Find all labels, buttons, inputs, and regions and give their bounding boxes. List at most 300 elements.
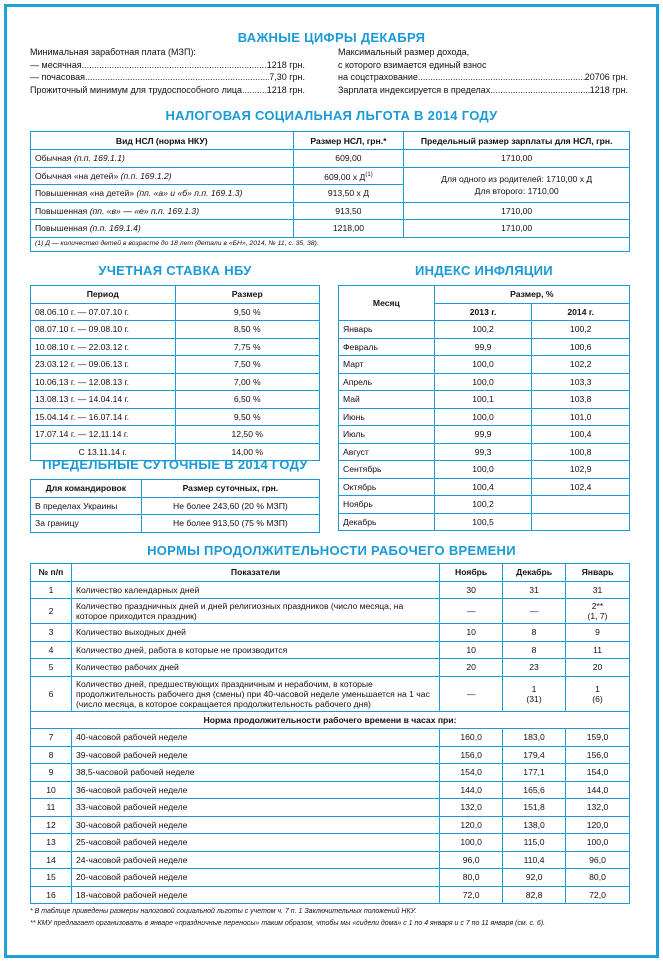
norms-value-line: (6) <box>592 693 603 704</box>
norms-value-line: 92,0 <box>525 872 543 883</box>
norms-indicator: 20-часовой рабочей неделе <box>71 869 439 887</box>
inflation-month: Апрель <box>339 373 435 391</box>
inflation-row <box>339 391 630 409</box>
norms-num: 14 <box>31 851 72 869</box>
norms-value-line: 144,0 <box>460 784 482 795</box>
norms-value-line: 159,0 <box>586 732 609 743</box>
norms-value-nov <box>440 676 503 711</box>
per-diem-destination: В пределах Украины <box>31 497 142 515</box>
nbu-row <box>31 391 320 409</box>
norms-value-line: 96,0 <box>589 854 606 865</box>
norms-indicator: 39-часовой рабочей неделе <box>71 746 439 764</box>
inflation-2014: 100,6 <box>532 338 630 356</box>
nsl-limit-children: Для одного из родителей: 1710,00 х Д Для второго: 1710,00 <box>404 167 630 202</box>
key-figure-label: Зарплата индексируется в пределах <box>338 84 491 95</box>
norms-value-line: 31 <box>529 584 539 595</box>
norms-table <box>30 563 630 904</box>
norms-value-line: 100,0 <box>460 837 482 848</box>
footnote-1: * В таблице приведены размеры налоговой социальной льготы с учетом ч. 7 п. 1 Заключительных положений НКУ. <box>30 908 417 915</box>
per-diem-table <box>30 479 320 533</box>
inflation-month: Февраль <box>339 338 435 356</box>
norms-value-line: 110,4 <box>523 854 545 865</box>
nsl-title: НАЛОГОВАЯ СОЦИАЛЬНАЯ ЛЬГОТА В 2014 ГОДУ <box>165 108 498 123</box>
inflation-2013: 100,0 <box>434 461 532 479</box>
nbu-row <box>31 356 320 374</box>
inflation-month: Декабрь <box>339 513 435 531</box>
nsl-size: 913,50 х Д <box>293 185 404 203</box>
norms-value-dec <box>503 851 566 869</box>
norms-row <box>31 781 630 799</box>
norms-value-dec <box>503 781 566 799</box>
norms-header-december: Декабрь <box>503 564 566 582</box>
nbu-header-period: Период <box>31 286 176 304</box>
per-diem-amount: Не более 243,60 (20 % МЗП) <box>141 497 319 515</box>
norms-value-nov <box>440 851 503 869</box>
norms-num: 5 <box>31 659 72 677</box>
inflation-2014: 101,0 <box>532 408 630 426</box>
norms-value-jan <box>566 816 630 834</box>
norms-value-line: 20 <box>592 662 603 673</box>
norms-header-november: Ноябрь <box>440 564 503 582</box>
key-figure-value: 20706 грн. <box>584 72 628 82</box>
inflation-2014: 102,4 <box>532 478 630 496</box>
nsl-kind: Обычная (п.п. 169.1.1) <box>31 150 294 168</box>
nbu-table <box>30 285 320 461</box>
inflation-month: Ноябрь <box>339 496 435 514</box>
nsl-size: 913,50 <box>293 202 404 220</box>
norms-value-line: 72,0 <box>462 889 480 900</box>
norms-value-line: 154,0 <box>586 767 609 778</box>
norms-value-line: 151,8 <box>523 802 545 813</box>
norms-value-line: 156,0 <box>460 749 482 760</box>
nsl-table <box>30 131 630 252</box>
leader-dots <box>418 71 585 84</box>
norms-value-dec <box>503 659 566 677</box>
norms-value-line: 9 <box>595 627 600 638</box>
per-diem-header-trip: Для командировок <box>31 480 142 498</box>
norms-subheader-row <box>31 711 630 729</box>
inflation-2013: 99,9 <box>434 338 532 356</box>
norms-indicator: 40-часовой рабочей неделе <box>71 729 439 747</box>
norms-value-line: 2** <box>591 601 604 611</box>
nbu-header-rate: Размер <box>175 286 320 304</box>
key-figures-title: ВАЖНЫЕ ЦИФРЫ ДЕКАБРЯ <box>237 30 426 45</box>
nsl-limit: 1710,00 <box>404 150 630 168</box>
norms-value-jan <box>566 886 630 904</box>
nbu-rate: 12,50 % <box>175 426 320 444</box>
norms-num: 10 <box>31 781 72 799</box>
norms-num: 15 <box>31 869 72 887</box>
norms-num: 13 <box>31 834 72 852</box>
norms-value-line: 115,0 <box>523 837 545 848</box>
norms-row <box>31 851 630 869</box>
norms-value-dec <box>503 764 566 782</box>
nsl-size: 1218,00 <box>293 220 404 238</box>
norms-value-dec <box>503 816 566 834</box>
inflation-2014: 100,8 <box>532 443 630 461</box>
inflation-2014: 103,8 <box>532 391 630 409</box>
norms-value-nov <box>440 729 503 747</box>
inflation-month: Сентябрь <box>339 461 435 479</box>
key-figure-row <box>338 59 628 72</box>
inflation-row <box>339 408 630 426</box>
norms-value-line: (31) <box>526 693 542 704</box>
norms-value-line: 154,0 <box>460 767 482 778</box>
norms-value-jan <box>566 676 630 711</box>
key-figure-label: на соцстрахование <box>338 72 418 82</box>
norms-indicator: 38,5-часовой рабочей неделе <box>71 764 439 782</box>
norms-indicator: 33-часовой рабочей неделе <box>71 799 439 817</box>
norms-value-line: 156,0 <box>586 749 609 760</box>
inflation-2014: 100,2 <box>532 321 630 339</box>
nbu-row <box>31 321 320 339</box>
norms-num: 12 <box>31 816 72 834</box>
norms-value-line: 165,6 <box>523 784 545 795</box>
inflation-2013: 99,9 <box>434 426 532 444</box>
inflation-2014: 102,9 <box>532 461 630 479</box>
key-figure-row <box>30 46 305 59</box>
norms-row <box>31 764 630 782</box>
per-diem-amount: Не более 913,50 (75 % МЗП) <box>141 515 319 533</box>
per-diem-row <box>31 515 320 533</box>
norms-indicator: 24-часовой рабочей неделе <box>71 851 439 869</box>
inflation-row <box>339 338 630 356</box>
key-figure-label: с которого взимается единый взнос <box>338 59 487 70</box>
nbu-row <box>31 338 320 356</box>
inflation-month: Июнь <box>339 408 435 426</box>
norms-value-nov <box>440 799 503 817</box>
nbu-period: С 13.11.14 г. <box>31 443 176 461</box>
norms-subheader: Норма продолжительности рабочего времени в часах при: <box>31 711 630 729</box>
nsl-header-limit: Предельный размер зарплаты для НСЛ, грн. <box>404 132 630 150</box>
nsl-kind: Обычная «на детей» (п.п. 169.1.2) <box>31 167 294 185</box>
inflation-2013: 99,3 <box>434 443 532 461</box>
nbu-rate: 6,50 % <box>175 391 320 409</box>
norms-row <box>31 641 630 659</box>
nbu-row <box>31 426 320 444</box>
norms-value-line: 132,0 <box>586 802 609 813</box>
norms-value-line: 177,1 <box>523 767 545 778</box>
norms-num: 16 <box>31 886 72 904</box>
inflation-row <box>339 356 630 374</box>
norms-value-line: 96,0 <box>462 854 480 865</box>
inflation-row <box>339 496 630 514</box>
inflation-table <box>338 285 630 531</box>
norms-value-nov <box>440 869 503 887</box>
key-figure-label: Прожиточный минимум для трудоспособного лица <box>30 84 243 95</box>
norms-value-nov <box>440 886 503 904</box>
key-figure-row <box>30 59 305 72</box>
inflation-month: Октябрь <box>339 478 435 496</box>
inflation-header-month: Месяц <box>339 286 435 321</box>
norms-row <box>31 659 630 677</box>
inflation-row <box>339 426 630 444</box>
norms-value-line: 10 <box>466 644 476 655</box>
norms-row <box>31 799 630 817</box>
norms-value-dec <box>503 799 566 817</box>
norms-value-nov <box>440 816 503 834</box>
nsl-limit: 1710,00 <box>404 220 630 238</box>
inflation-row <box>339 443 630 461</box>
inflation-2013: 100,0 <box>434 373 532 391</box>
norms-value-line: 80,0 <box>462 872 480 883</box>
norms-num: 3 <box>31 624 72 642</box>
nsl-header-size: Размер НСЛ, грн.* <box>293 132 404 150</box>
norms-num: 2 <box>31 599 72 624</box>
norms-value-line: 8 <box>531 627 537 638</box>
norms-indicator: Количество рабочих дней <box>71 659 439 677</box>
nbu-period: 10.06.13 г. — 12.08.13 г. <box>31 373 176 391</box>
norms-row <box>31 624 630 642</box>
norms-value-line: 138,0 <box>523 819 545 830</box>
norms-value-nov <box>440 764 503 782</box>
key-figure-row <box>30 71 305 84</box>
inflation-2014 <box>532 496 630 514</box>
nsl-header-kind: Вид НСЛ (норма НКУ) <box>31 132 294 150</box>
norms-row <box>31 676 630 711</box>
nbu-rate: 9,50 % <box>175 303 320 321</box>
norms-header-indicator: Показатели <box>71 564 439 582</box>
per-diem-title: ПРЕДЕЛЬНЫЕ СУТОЧНЫЕ В 2014 ГОДУ <box>42 457 308 472</box>
norms-num: 9 <box>31 764 72 782</box>
leader-dots <box>85 71 269 84</box>
norms-value-dec <box>503 599 566 624</box>
norms-header-january: Январь <box>566 564 630 582</box>
norms-value-jan <box>566 799 630 817</box>
nbu-rate: 8,50 % <box>175 321 320 339</box>
norms-value-nov <box>440 581 503 599</box>
norms-value-line: 72,0 <box>589 889 606 900</box>
key-figure-row <box>338 71 628 84</box>
key-figure-row <box>338 84 628 97</box>
nbu-rate: 7,00 % <box>175 373 320 391</box>
norms-row <box>31 834 630 852</box>
inflation-2013: 100,2 <box>434 496 532 514</box>
inflation-row <box>339 461 630 479</box>
nbu-rate: 9,50 % <box>175 408 320 426</box>
norms-num: 6 <box>31 676 72 711</box>
norms-value-dec <box>503 641 566 659</box>
nbu-period: 08.06.10 г. — 07.07.10 г. <box>31 303 176 321</box>
key-figure-label: — почасовая <box>30 72 86 82</box>
norms-value-jan <box>566 581 630 599</box>
norms-value-nov <box>440 834 503 852</box>
norms-row <box>31 816 630 834</box>
norms-row <box>31 746 630 764</box>
norms-value-nov <box>440 599 503 624</box>
norms-indicator: 18-часовой рабочей неделе <box>71 886 439 904</box>
nsl-kind: Повышенная (п.п. 169.1.4) <box>31 220 294 238</box>
norms-value-jan <box>566 834 630 852</box>
inflation-2014: 103,3 <box>532 373 630 391</box>
key-figure-value: 1218 грн. <box>589 84 628 95</box>
inflation-2014 <box>532 513 630 531</box>
key-figure-value: 1218 грн. <box>266 59 305 70</box>
norms-num: 7 <box>31 729 72 747</box>
norms-value-nov <box>440 624 503 642</box>
inflation-month: Июль <box>339 426 435 444</box>
nsl-size: 609,00 х $Д^{(1)}$ <box>293 167 404 185</box>
leader-dots <box>242 84 267 97</box>
norms-indicator: Количество дней, предшествующих праздничным и нерабочим, в которые продолжительность рабочего дня (смены) при 40-часовой неделе уменьшается на 1 час (число месяца, в которое сокращается продолжительность рабочего дня) <box>71 676 439 711</box>
inflation-month: Январь <box>339 321 435 339</box>
norms-indicator: Количество выходных дней <box>71 624 439 642</box>
nbu-rate: 7,50 % <box>175 356 320 374</box>
inflation-2014: 102,2 <box>532 356 630 374</box>
norms-value-jan <box>566 729 630 747</box>
norms-value-line: 120,0 <box>586 819 609 830</box>
inflation-2013: 100,0 <box>434 408 532 426</box>
norms-value-dec <box>503 869 566 887</box>
key-figures-left <box>30 46 305 96</box>
norms-value-dec <box>503 834 566 852</box>
inflation-2013: 100,5 <box>434 513 532 531</box>
norms-value-dec <box>503 729 566 747</box>
norms-indicator: Количество праздничных дней и дней религиозных праздников (число месяца, на которое приходится праздник) <box>71 599 439 624</box>
inflation-2013: 100,1 <box>434 391 532 409</box>
inflation-month: Март <box>339 356 435 374</box>
norms-row <box>31 729 630 747</box>
norms-indicator: 36-часовой рабочей неделе <box>71 781 439 799</box>
inflation-2013: 100,0 <box>434 356 532 374</box>
norms-value-line: 160,0 <box>460 732 482 743</box>
norms-value-line: 1 <box>531 683 537 694</box>
norms-value-line: — <box>466 688 476 699</box>
norms-value-nov <box>440 746 503 764</box>
key-figure-label: — месячная <box>30 59 82 70</box>
norms-value-nov <box>440 659 503 677</box>
inflation-2013: 100,2 <box>434 321 532 339</box>
key-figure-row <box>338 46 628 59</box>
norms-row <box>31 886 630 904</box>
norms-indicator: Количество дней, работа в которые не производится <box>71 641 439 659</box>
norms-title: НОРМЫ ПРОДОЛЖИТЕЛЬНОСТИ РАБОЧЕГО ВРЕМЕНИ <box>147 543 516 558</box>
norms-value-line: 31 <box>592 584 603 595</box>
norms-value-dec <box>503 676 566 711</box>
inflation-month: Август <box>339 443 435 461</box>
norms-indicator: 25-часовой рабочей неделе <box>71 834 439 852</box>
nbu-row <box>31 303 320 321</box>
nbu-row <box>31 408 320 426</box>
norms-value-jan <box>566 659 630 677</box>
inflation-2013: 100,4 <box>434 478 532 496</box>
norms-value-jan <box>566 599 630 624</box>
norms-value-line: 183,0 <box>523 732 545 743</box>
nbu-title: УЧЕТНАЯ СТАВКА НБУ <box>98 263 252 278</box>
norms-header-num: № п/п <box>31 564 72 582</box>
inflation-title: ИНДЕКС ИНФЛЯЦИИ <box>415 263 553 278</box>
norms-value-jan <box>566 746 630 764</box>
inflation-header-2013: 2013 г. <box>434 303 532 321</box>
norms-value-line: 179,4 <box>523 749 545 760</box>
inflation-row <box>339 478 630 496</box>
key-figure-label: Максимальный размер дохода, <box>338 47 470 57</box>
norms-value-line: 23 <box>529 662 539 673</box>
inflation-2014: 100,4 <box>532 426 630 444</box>
norms-value-jan <box>566 764 630 782</box>
norms-indicator: 30-часовой рабочей неделе <box>71 816 439 834</box>
norms-value-nov <box>440 781 503 799</box>
nbu-row <box>31 373 320 391</box>
norms-value-line: 144,0 <box>586 784 609 795</box>
key-figures-right <box>338 46 628 96</box>
norms-value-jan <box>566 851 630 869</box>
norms-value-line: 82,8 <box>525 889 543 900</box>
norms-indicator: Количество календарных дней <box>71 581 439 599</box>
nbu-period: 10.08.10 г. — 22.03.12 г. <box>31 338 176 356</box>
norms-value-line: 132,0 <box>460 802 482 813</box>
nsl-kind: Повышенная (пп. «в» — «е» п.п. 169.1.3) <box>31 202 294 220</box>
key-figure-label: Минимальная заработная плата (МЗП): <box>30 47 196 57</box>
per-diem-header-size: Размер суточных, грн. <box>141 480 319 498</box>
norms-row <box>31 599 630 624</box>
norms-value-line: — <box>466 606 476 616</box>
norms-value-line: 100,0 <box>586 837 609 848</box>
norms-value-jan <box>566 869 630 887</box>
norms-row <box>31 869 630 887</box>
key-figure-value: 7,30 грн. <box>269 72 305 82</box>
norms-num: 8 <box>31 746 72 764</box>
per-diem-row <box>31 497 320 515</box>
inflation-row <box>339 373 630 391</box>
norms-value-dec <box>503 581 566 599</box>
nsl-kind: Повышенная «на детей» (пп. «а» и «б» п.п. 169.1.3) <box>31 185 294 203</box>
nsl-footnote: (1) Д — количество детей в возрасте до 18 лет (детали в «БН», 2014, № 11, с. 35, 38). <box>31 237 630 251</box>
norms-value-line: 20 <box>466 662 476 673</box>
norms-num: 1 <box>31 581 72 599</box>
inflation-header-size: Размер, % <box>434 286 629 304</box>
norms-row <box>31 581 630 599</box>
norms-value-line: (1, 7) <box>587 611 608 621</box>
norms-value-line: 1 <box>595 683 600 694</box>
norms-num: 11 <box>31 799 72 817</box>
key-figure-row <box>30 84 305 97</box>
norms-value-jan <box>566 641 630 659</box>
leader-dots <box>490 84 589 97</box>
norms-value-line: 8 <box>531 644 537 655</box>
nsl-limit: 1710,00 <box>404 202 630 220</box>
norms-value-line: 10 <box>466 627 476 638</box>
norms-value-dec <box>503 624 566 642</box>
norms-value-jan <box>566 624 630 642</box>
norms-value-jan <box>566 781 630 799</box>
norms-value-line: 11 <box>593 644 602 655</box>
nbu-rate: 7,75 % <box>175 338 320 356</box>
inflation-row <box>339 321 630 339</box>
inflation-row <box>339 513 630 531</box>
nbu-period: 15.04.14 г. — 16.07.14 г. <box>31 408 176 426</box>
norms-value-dec <box>503 746 566 764</box>
norms-value-line: 120,0 <box>460 819 482 830</box>
nbu-period: 23.03.12 г. — 09.06.13 г. <box>31 356 176 374</box>
nsl-size: 609,00 <box>293 150 404 168</box>
per-diem-destination: За границу <box>31 515 142 533</box>
norms-value-line: 80,0 <box>589 872 606 883</box>
footnote-2: ** КМУ предлагает организовать в январе «праздничные переносы» таким образом, чтобы мы «сидели дома» с 1 по 4 января и с 7 по 11 января (см. с. 6). <box>30 920 546 927</box>
nbu-period: 08.07.10 г. — 09.08.10 г. <box>31 321 176 339</box>
key-figure-value: 1218 грн. <box>266 84 305 95</box>
norms-num: 4 <box>31 641 72 659</box>
norms-value-line: 30 <box>466 584 476 595</box>
nbu-rate: 14,00 % <box>175 443 320 461</box>
norms-value-line: — <box>529 606 539 616</box>
inflation-header-2014: 2014 г. <box>532 303 630 321</box>
leader-dots <box>82 59 267 72</box>
norms-value-dec <box>503 886 566 904</box>
norms-value-nov <box>440 641 503 659</box>
nbu-period: 17.07.14 г. — 12.11.14 г. <box>31 426 176 444</box>
nbu-period: 13.08.13 г. — 14.04.14 г. <box>31 391 176 409</box>
